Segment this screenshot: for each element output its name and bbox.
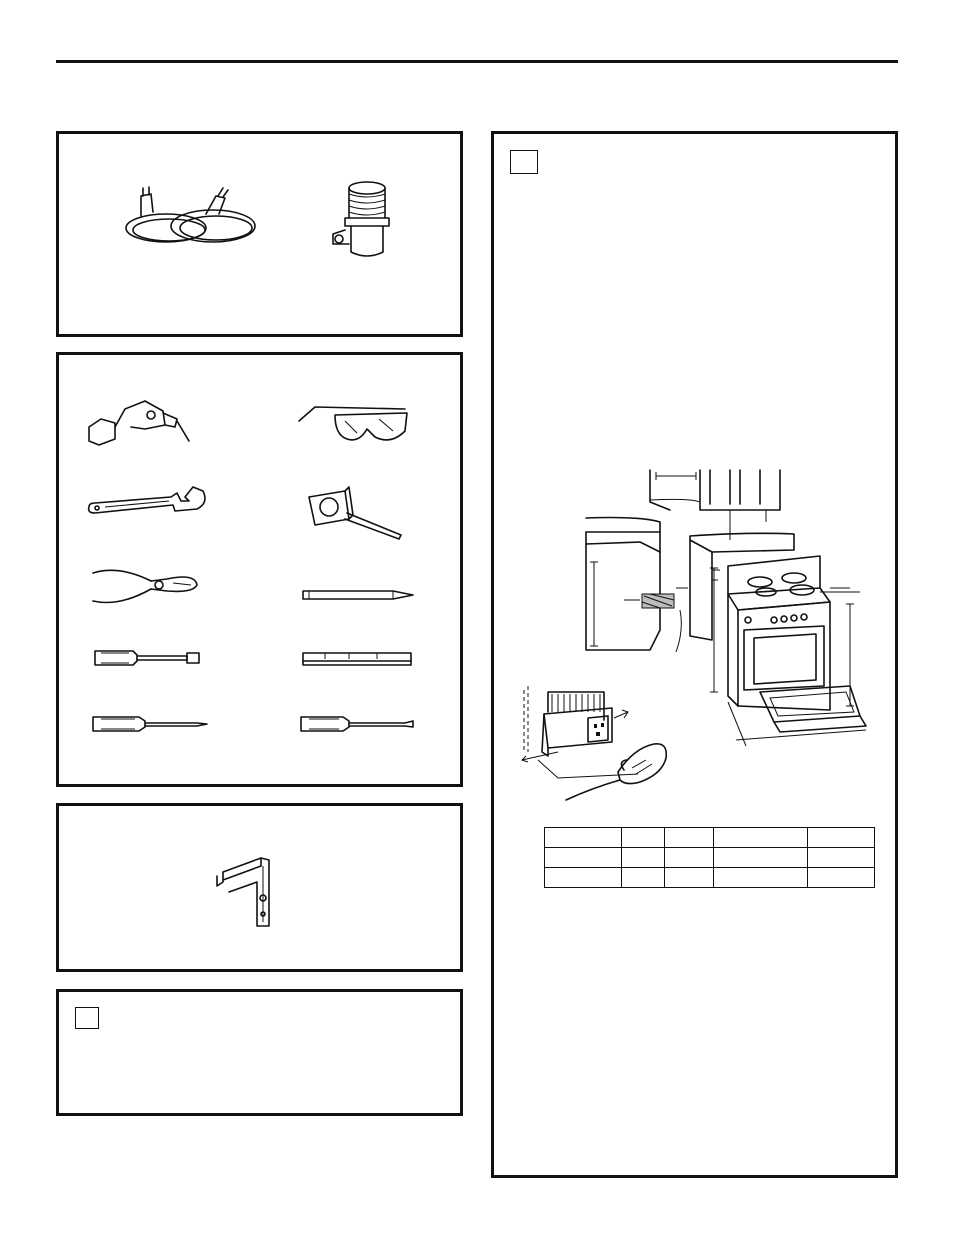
step-label-box-right <box>510 150 538 174</box>
table-cell <box>665 828 714 848</box>
adjustable-wrench-icon <box>85 483 211 523</box>
table-cell <box>622 828 665 848</box>
anti-tip-bracket-icon <box>211 852 281 928</box>
flat-screwdriver-icon <box>297 713 419 735</box>
nut-driver-icon <box>93 647 203 669</box>
table-cell <box>714 848 808 868</box>
table-row <box>545 828 875 848</box>
table-cell <box>545 848 622 868</box>
table-row <box>545 848 875 868</box>
table-cell <box>665 868 714 888</box>
table-cell <box>808 828 875 848</box>
safety-glasses-icon <box>295 397 415 449</box>
table-cell <box>622 848 665 868</box>
header-rule <box>56 60 898 63</box>
table-cell <box>808 848 875 868</box>
strain-relief-connector-icon <box>327 178 397 263</box>
cordless-drill-icon <box>85 391 195 451</box>
tape-measure-icon <box>305 483 405 543</box>
table-cell <box>545 828 622 848</box>
phillips-screwdriver-icon <box>89 713 211 735</box>
table-row <box>545 868 875 888</box>
dimension-table <box>544 827 875 888</box>
installation-panel <box>491 131 898 1178</box>
plug-icon <box>562 742 672 802</box>
power-cord-icon <box>121 186 261 256</box>
anti-tip-bracket-panel <box>56 803 463 972</box>
table-cell <box>808 868 875 888</box>
table-cell <box>665 848 714 868</box>
step-panel-small <box>56 989 463 1116</box>
tools-panel <box>56 352 463 787</box>
level-icon <box>299 647 415 671</box>
table-cell <box>714 868 808 888</box>
table-cell <box>622 868 665 888</box>
pencil-icon <box>301 587 417 601</box>
parts-supplied-panel <box>56 131 463 337</box>
pliers-icon <box>89 563 201 607</box>
table-cell <box>545 868 622 888</box>
table-cell <box>714 828 808 848</box>
step-label-box <box>75 1007 99 1029</box>
